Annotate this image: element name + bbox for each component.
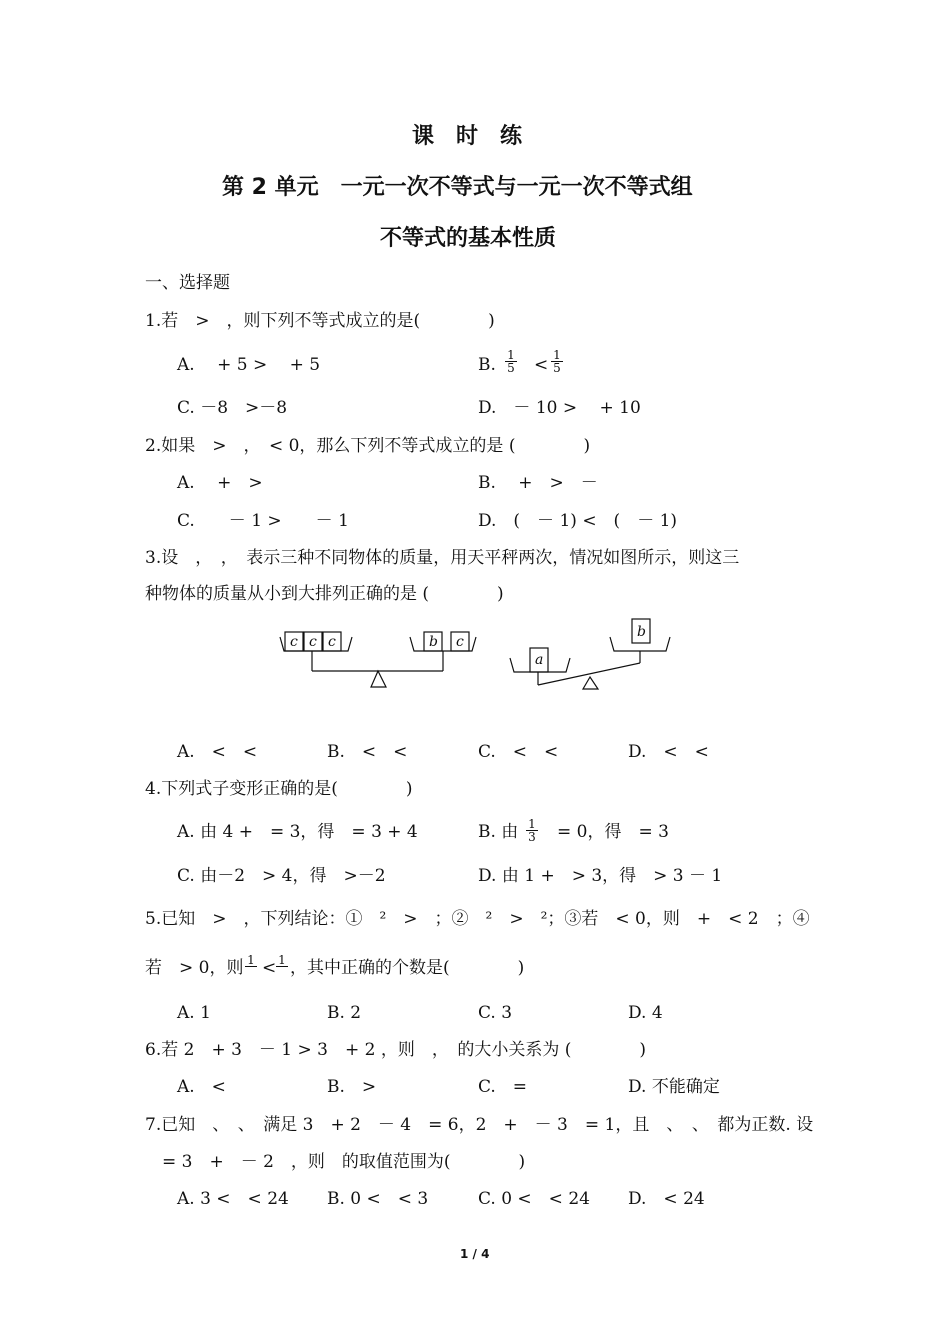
q7-option-a: A. 3 < < 24	[177, 1189, 289, 1209]
q3-option-c: C. < <	[478, 742, 559, 762]
q5-option-c: C. 3	[478, 1003, 513, 1023]
q1-option-b-frac-left: $\frac{1}{5}$	[505, 349, 517, 374]
q2-option-c: C. － 1 > － 1	[177, 511, 349, 531]
q3-stem-line2: 种物体的质量从小到大排列正确的是 ( )	[145, 584, 504, 604]
q5-frac-left: 1	[245, 954, 257, 967]
q4-option-b: B. 由	[478, 822, 519, 842]
q7-option-b: B. 0 < < 3	[327, 1189, 429, 1209]
fig-label-b1: b	[429, 634, 438, 650]
q1-option-b: B.	[478, 355, 496, 375]
section-heading: 一、选择题	[145, 273, 230, 293]
q5-stem-line2-rest: ，其中正确的个数是( )	[290, 958, 525, 978]
q4-stem: 4.下列式子变形正确的是( )	[145, 779, 413, 799]
q6-option-d: D. 不能确定	[628, 1077, 720, 1097]
q5-option-b: B. 2	[327, 1003, 362, 1023]
q1-stem: 1.若 > ，则下列不等式成立的是( )	[145, 311, 495, 331]
q4-option-c: C. 由－2 > 4，得 >－2	[177, 866, 386, 886]
fig-label-c1: c	[290, 634, 298, 650]
q2-option-d: D. ( － 1) < ( － 1)	[478, 511, 678, 531]
q7-stem-line2: = 3 + － 2 ，则 的取值范围为( )	[145, 1152, 526, 1172]
q6-option-a: A. <	[177, 1077, 226, 1097]
q5-frac-right: 1	[276, 954, 288, 967]
q6-option-c: C. =	[478, 1077, 528, 1097]
q5-option-a: A. 1	[177, 1003, 211, 1023]
q3-option-d: D. < <	[628, 742, 709, 762]
q7-option-d: D. < 24	[628, 1189, 705, 1209]
q5-option-d: D. 4	[628, 1003, 663, 1023]
q3-option-a: A. < <	[177, 742, 258, 762]
title: 课 时 练	[412, 124, 523, 149]
lesson-title: 不等式的基本性质	[380, 226, 557, 251]
fig-label-c2: c	[309, 634, 317, 650]
fig-label-c3: c	[328, 634, 336, 650]
q5-stem-line2-lt: <	[262, 958, 277, 978]
q4-option-a: A. 由 4 + = 3，得 = 3 + 4	[177, 822, 418, 842]
q7-stem-line1: 7.已知 、 、 满足 3 + 2 － 4 = 6，2 + － 3 = 1，且 、 、 都为正数. 设	[145, 1115, 814, 1135]
q1-option-b-frac-right: $\frac{1}{5}$	[551, 349, 563, 374]
q4-option-b-frac: $\frac{1}{3}$	[526, 818, 538, 843]
q2-option-a: A. + >	[177, 473, 263, 493]
fig-label-a: a	[535, 652, 544, 668]
q6-option-b: B. >	[327, 1077, 377, 1097]
q4-option-b-rest: = 0，得 = 3	[540, 822, 669, 842]
q4-option-d: D. 由 1 + > 3，得 > 3 － 1	[478, 866, 723, 886]
q7-option-c: C. 0 < < 24	[478, 1189, 590, 1209]
balance-scale-figure	[270, 615, 680, 695]
q5-stem-line2-prefix: 若 > 0，则	[145, 958, 244, 978]
fig-label-b2: b	[637, 624, 646, 640]
fig-label-c4: c	[456, 634, 464, 650]
q2-option-b: B. + > －	[478, 473, 598, 493]
q3-option-b: B. < <	[327, 742, 408, 762]
q2-stem: 2.如果 > ， < 0，那么下列不等式成立的是 ( )	[145, 436, 591, 456]
q1-option-d: D. － 10 > + 10	[478, 398, 641, 418]
page-number: 1 / 4	[460, 1247, 490, 1261]
q3-stem-line1: 3.设 ， ， 表示三种不同物体的质量，用天平秤两次，情况如图所示，则这三	[145, 548, 740, 568]
q1-option-b-lt: <	[534, 355, 549, 375]
q1-option-a: A. + 5 > + 5	[177, 355, 321, 375]
unit-title: 第 2 单元 一元一次不等式与一元一次不等式组	[222, 175, 693, 200]
q5-stem-line1: 5.已知 > ，下列结论：① ² > ；② ² > ²；③若 < 0，则 + < 2 ；④	[145, 909, 810, 929]
q1-option-c: C. －8 >－8	[177, 398, 288, 418]
q6-stem: 6.若 2 + 3 － 1 > 3 + 2 ，则 ， 的大小关系为 ( )	[145, 1040, 647, 1060]
